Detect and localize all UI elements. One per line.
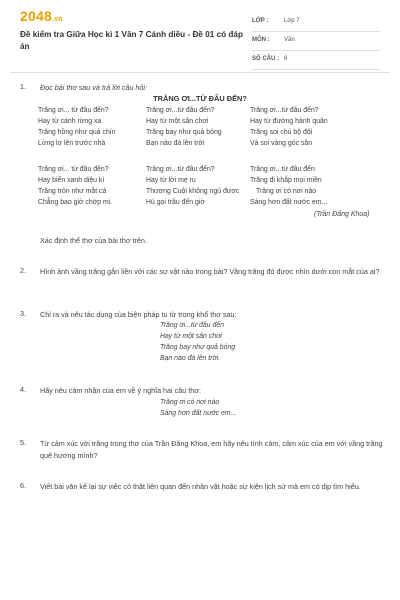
poem-cell: Hay biển xanh diệu kì — [38, 177, 105, 184]
question-number: 3. — [20, 309, 26, 318]
meta-label: MÔN : — [252, 37, 270, 43]
meta-label: SỐ CÂU : — [252, 56, 279, 62]
question-number: 1. — [20, 82, 26, 91]
poem-cell: Trăng ơi... từ đâu đến? — [38, 166, 109, 173]
poem-cell: Lửng lơ lên trước nhà — [38, 140, 106, 147]
poem-line — [38, 140, 383, 150]
brand-tld: .vn — [51, 16, 63, 23]
poem-cell: Bạn nào đá lên trời — [146, 140, 205, 147]
meta-value: 6 — [284, 56, 288, 62]
poem-cell: Hay từ một sân chơi — [146, 118, 209, 125]
poem-excerpt — [160, 320, 360, 364]
poem-line — [38, 188, 383, 198]
brand-logo[interactable] — [20, 8, 63, 24]
poem-line — [38, 177, 383, 187]
poem-excerpt — [160, 397, 360, 419]
brand-name: 2048 — [20, 8, 52, 24]
poem-cell: Trăng bay như quả bóng — [146, 129, 222, 136]
meta-row-subject — [252, 32, 380, 51]
meta-info — [252, 13, 380, 70]
excerpt-line: Hay từ một sân chơi — [160, 333, 222, 340]
poem-cell: Trăng ơi có nơi nào — [256, 188, 317, 195]
poem-cell: Chẳng bao giờ chớp mi. — [38, 199, 113, 206]
meta-row-count — [252, 51, 380, 70]
poem-line — [38, 199, 383, 209]
poem-cell: Sáng hơn đất nước em... — [250, 199, 328, 206]
question-text: Hình ảnh vầng trăng gắn liền với các sự vật nào trong bài? Vầng trăng đó được nhìn dưới con mắt của ai? — [40, 267, 380, 276]
poem-cell: Trăng soi chú bộ đội — [250, 129, 313, 136]
question-number: 4. — [20, 385, 26, 394]
question-text: Xác định thể thơ của bài thơ trên. — [40, 236, 147, 245]
poem-cell: Trăng ơi...từ đâu đến — [250, 166, 315, 173]
meta-label: LỚP : — [252, 18, 269, 24]
poem-cell: Hay từ lời mẹ ru — [146, 177, 196, 184]
meta-value: Lớp 7 — [284, 18, 300, 24]
poem-author: (Trần Đăng Khoa) — [314, 211, 370, 218]
question-text: Chỉ ra và nêu tác dụng của biện pháp tu từ trong khổ thơ sau: — [40, 310, 237, 319]
poem-cell: Trăng hồng như quả chín — [38, 129, 116, 136]
question-number: 5. — [20, 438, 26, 447]
question-text: Viết bài văn kể lại sự việc có thật liên quan đến nhân vật hoặc sự kiện lịch sử mà em có dịp tìm hiểu. — [40, 482, 361, 491]
poem-cell: Trăng ơi...từ đâu đến? — [250, 107, 319, 114]
excerpt-line: Trăng ơi...từ đâu đến — [160, 322, 224, 329]
question-text: Từ cảm xúc với trăng trong thơ của Trần Đăng Khoa, em hãy nêu tình cảm, cảm xúc của em với vầng trăng quê hương mình? — [40, 439, 383, 460]
poem-cell: Trăng ơi... từ đâu đến? — [38, 107, 109, 114]
page-title: Đề kiểm tra Giữa Học kì 1 Văn 7 Cánh diều - Đề 01 có đáp án — [20, 30, 243, 51]
question-intro: Đọc bài thơ sau và trả lời câu hỏi: — [40, 83, 147, 92]
meta-row-class — [252, 13, 380, 32]
excerpt-line: Trăng ơi có nơi nào — [160, 399, 220, 406]
poem-cell: Trăng tròn như mắt cá — [38, 188, 107, 195]
excerpt-line: Sáng hơn đất nước em... — [160, 410, 237, 417]
excerpt-line: Bạn nào đá lên trời. — [160, 355, 221, 362]
meta-value: Văn — [284, 37, 295, 43]
poem-cell: Hay từ cánh rừng xa — [38, 118, 102, 125]
question-number: 2. — [20, 266, 26, 275]
poem-cell: Trăng ơi...từ đâu đến? — [146, 107, 215, 114]
poem-cell: Hú gọi trâu đến giờ — [146, 199, 205, 206]
poem-cell: Hay từ đường hành quân — [250, 118, 328, 125]
question-text: Hãy nêu cảm nhận của em về ý nghĩa hai câu thơ: — [40, 386, 201, 395]
excerpt-line: Trăng bay như quả bóng — [160, 344, 236, 351]
poem-cell: Trăng ơi...từ đâu đến? — [146, 166, 215, 173]
poem-title: TRĂNG ƠI...TỪ ĐÂU ĐẾN? — [153, 94, 247, 103]
header-divider — [10, 72, 390, 73]
poem-cell: Trăng đi khắp mọi miền — [250, 177, 322, 184]
poem-line — [38, 166, 383, 176]
poem-cell: Thương Cuội không ngủ được — [146, 188, 240, 195]
poem-line — [38, 107, 383, 117]
poem-line — [38, 118, 383, 128]
poem-line — [38, 129, 383, 139]
question-number: 6. — [20, 481, 26, 490]
poem-cell: Và soi vàng góc sân — [250, 140, 313, 147]
